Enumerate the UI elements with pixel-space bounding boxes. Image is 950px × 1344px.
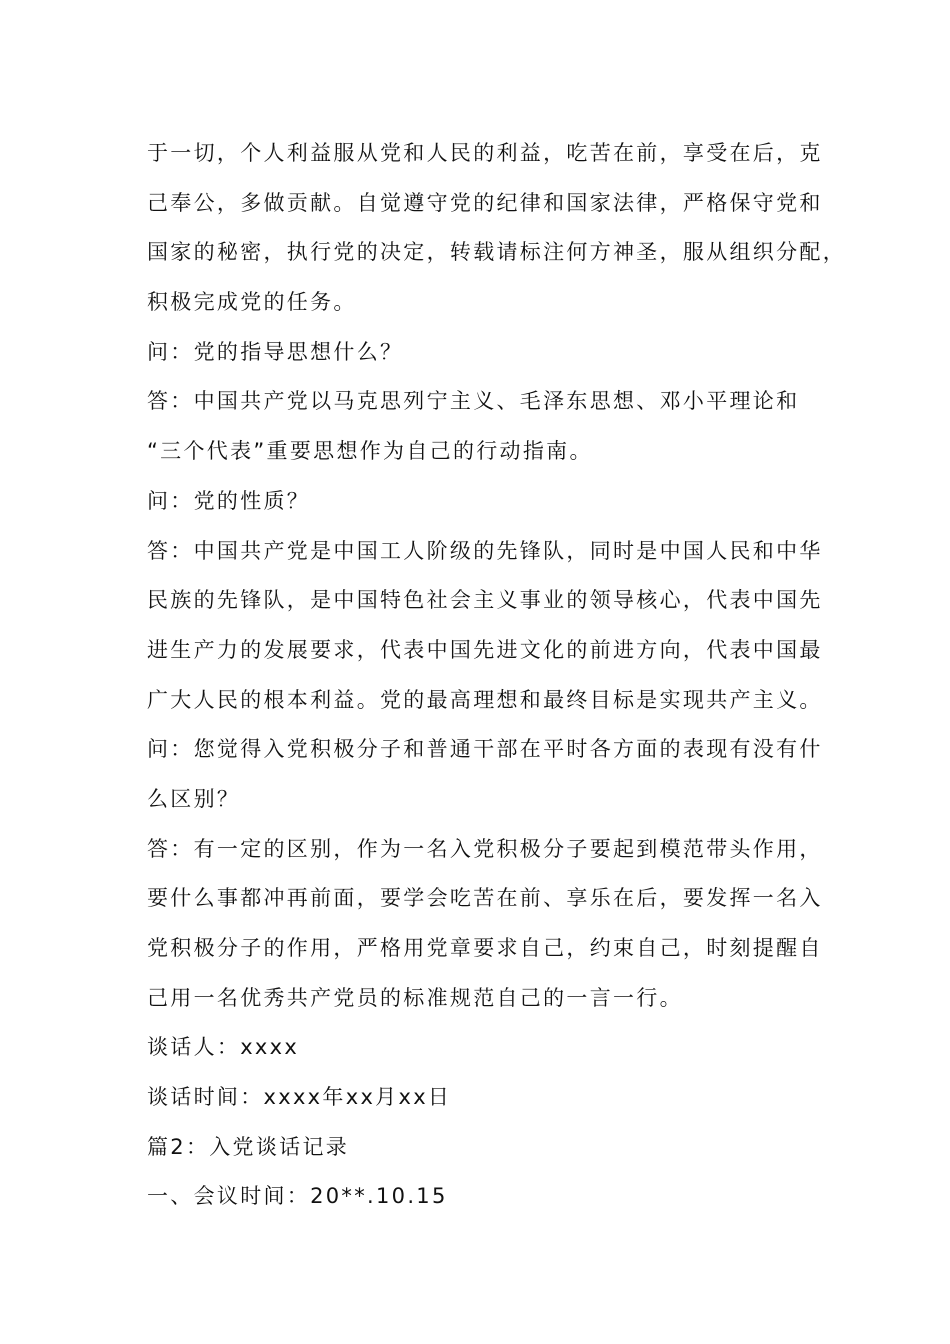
text-line: 么区别？ (147, 786, 241, 811)
interview-date-line: 谈话时间：xxxx年xx月xx日 (147, 1085, 452, 1110)
interviewer-line: 谈话人：xxxx (147, 1035, 300, 1060)
text-line: 党积极分子的作用，严格用党章要求自己，约束自己，时刻提醒自 (147, 936, 823, 960)
text-line: 国家的秘密，执行党的决定，转载请标注何方神圣，服从组织分配， (147, 240, 846, 265)
question-line: 问：党的性质？ (147, 488, 311, 513)
text-line: 民族的先锋队，是中国特色社会主义事业的领导核心，代表中国先 (147, 588, 823, 613)
text-line: 广大人民的根本利益。党的最高理想和最终目标是实现共产主义。 (147, 687, 823, 712)
question-line: 问：您觉得入党积极分子和普通干部在平时各方面的表现有没有什 (147, 737, 823, 762)
meeting-time-line: 一、会议时间：20**.10.15 (147, 1184, 448, 1209)
text-line: 要什么事都冲再前面，要学会吃苦在前、享乐在后，要发挥一名入 (147, 886, 823, 911)
answer-line: 答：有一定的区别，作为一名入党积极分子要起到模范带头作用， (147, 836, 823, 861)
answer-line: 答：中国共产党是中国工人阶级的先锋队，同时是中国人民和中华 (147, 538, 823, 563)
answer-line: 答：中国共产党以马克思列宁主义、毛泽东思想、邓小平理论和 (147, 389, 800, 414)
text-line: 积极完成党的任务。 (147, 290, 357, 315)
text-line: “三个代表”重要思想作为自己的行动指南。 (147, 439, 593, 464)
text-line: 己用一名优秀共产党员的标准规范自己的一言一行。 (147, 985, 683, 1010)
text-line: 己奉公，多做贡献。自觉遵守党的纪律和国家法律，严格保守党和 (147, 190, 823, 215)
question-line: 问：党的指导思想什么？ (147, 339, 404, 364)
text-line: 进生产力的发展要求，代表中国先进文化的前进方向，代表中国最 (147, 637, 823, 662)
document-page (147, 129, 847, 1222)
section-heading: 篇2：入党谈话记录 (147, 1134, 350, 1159)
text-line: 于一切，个人利益服从党和人民的利益，吃苦在前，享受在后，克 (147, 141, 823, 165)
